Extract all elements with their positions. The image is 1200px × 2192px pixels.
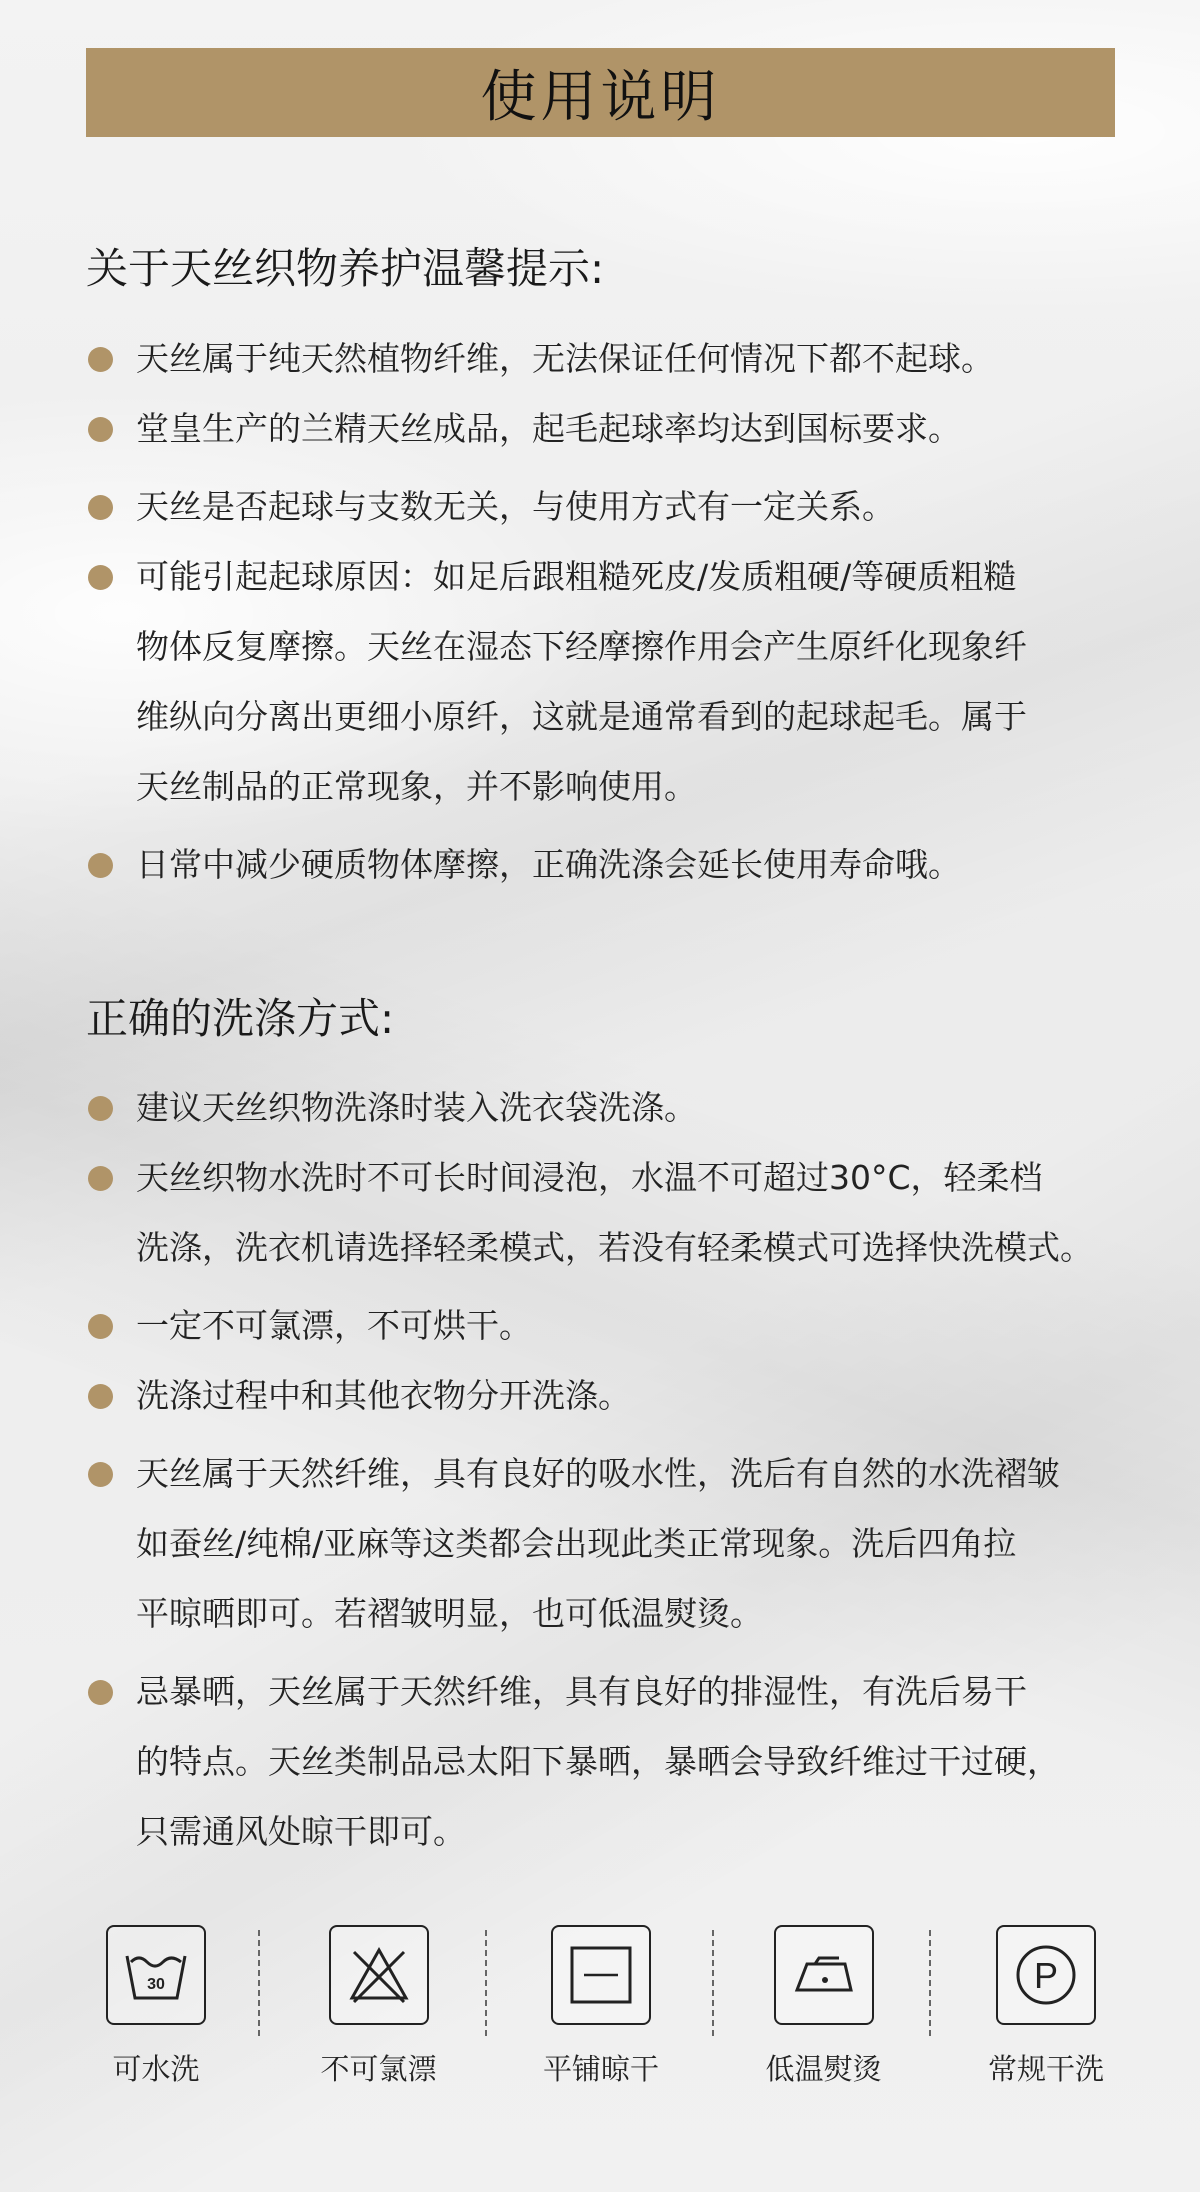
care-item-dry-flat bbox=[511, 1925, 691, 2125]
list-item-line: 一定不可氯漂，不可烘干。 bbox=[136, 1306, 532, 1345]
care-tips-list bbox=[86, 324, 1126, 900]
no-bleach-icon bbox=[329, 1925, 429, 2025]
wash-temperature: 30 bbox=[147, 1976, 165, 1993]
list-item bbox=[86, 1291, 1126, 1361]
list-item bbox=[86, 1657, 1126, 1867]
list-item-line: 日常中减少硬质物体摩擦，正确洗涤会延长使用寿命哦。 bbox=[136, 845, 961, 884]
section-title-washing: 正确的洗涤方式: bbox=[86, 994, 395, 1043]
list-item-line: 天丝属于纯天然植物纤维，无法保证任何情况下都不起球。 bbox=[136, 339, 994, 378]
list-item bbox=[86, 1143, 1126, 1283]
bullet-icon bbox=[88, 1680, 113, 1705]
bullet-icon bbox=[88, 495, 113, 520]
care-item-dry-clean bbox=[956, 1925, 1136, 2125]
list-item-line: 洗涤，洗衣机请选择轻柔模式，若没有轻柔模式可选择快洗模式。 bbox=[136, 1228, 1093, 1267]
list-item-line: 天丝制品的正常现象，并不影响使用。 bbox=[136, 767, 697, 806]
list-item-line: 如蚕丝/纯棉/亚麻等这类都会出现此类正常现象。洗后四角拉 bbox=[136, 1524, 1017, 1563]
page-title: 使用说明 bbox=[480, 64, 721, 130]
bullet-icon bbox=[88, 1384, 113, 1409]
list-item bbox=[86, 1361, 1126, 1431]
list-item-line: 物体反复摩擦。天丝在湿态下经摩擦作用会产生原纤化现象纤 bbox=[136, 627, 1027, 666]
care-label-dry-clean: 常规干洗 bbox=[987, 2052, 1104, 2086]
washing-list bbox=[86, 1073, 1126, 1867]
list-item-line: 的特点。天丝类制品忌太阳下暴晒，暴晒会导致纤维过干过硬， bbox=[136, 1742, 1060, 1781]
iron-low-icon bbox=[774, 1925, 874, 2025]
dry-clean-letter: P bbox=[1033, 1955, 1059, 1996]
list-item-line: 维纵向分离出更细小原纤，这就是通常看到的起球起毛。属于 bbox=[136, 697, 1027, 736]
list-item-line: 可能引起起球原因：如足后跟粗糙死皮/发质粗硬/等硬质粗糙 bbox=[136, 557, 1017, 596]
wash-30-icon bbox=[106, 1925, 206, 2025]
section-title-care-tips: 关于天丝织物养护温馨提示: bbox=[86, 244, 605, 293]
bullet-icon bbox=[88, 417, 113, 442]
list-item-line: 堂皇生产的兰精天丝成品，起毛起球率均达到国标要求。 bbox=[136, 409, 961, 448]
bullet-icon bbox=[88, 1166, 113, 1191]
list-item bbox=[86, 542, 1126, 822]
care-label-dry-flat: 平铺晾干 bbox=[542, 2052, 659, 2086]
care-item-no-bleach bbox=[289, 1925, 469, 2125]
list-item bbox=[86, 472, 1126, 542]
list-item-line: 天丝织物水洗时不可长时间浸泡，水温不可超过30°C，轻柔档 bbox=[136, 1158, 1043, 1197]
care-label-iron: 低温熨烫 bbox=[765, 2052, 882, 2086]
care-label-wash: 可水洗 bbox=[112, 2052, 200, 2086]
list-item-line: 天丝是否起球与支数无关，与使用方式有一定关系。 bbox=[136, 487, 895, 526]
bullet-icon bbox=[88, 565, 113, 590]
list-item-line: 天丝属于天然纤维，具有良好的吸水性，洗后有自然的水洗褶皱 bbox=[136, 1454, 1060, 1493]
dry-flat-icon bbox=[551, 1925, 651, 2025]
list-item-line: 只需通风处晾干即可。 bbox=[136, 1812, 466, 1851]
care-label-no-bleach: 不可氯漂 bbox=[320, 2052, 437, 2086]
care-icons-row bbox=[66, 1925, 1136, 2125]
bullet-icon bbox=[88, 347, 113, 372]
bullet-icon bbox=[88, 1462, 113, 1487]
list-item-line: 洗涤过程中和其他衣物分开洗涤。 bbox=[136, 1376, 631, 1415]
header-bar bbox=[86, 48, 1115, 137]
list-item bbox=[86, 830, 1126, 900]
list-item-line: 建议天丝织物洗涤时装入洗衣袋洗涤。 bbox=[136, 1088, 697, 1127]
list-item bbox=[86, 394, 1126, 464]
care-item-iron bbox=[734, 1925, 914, 2125]
list-item bbox=[86, 1439, 1126, 1649]
list-item bbox=[86, 324, 1126, 394]
bullet-icon bbox=[88, 1096, 113, 1121]
bullet-icon bbox=[88, 853, 113, 878]
care-item-wash bbox=[66, 1925, 246, 2125]
bullet-icon bbox=[88, 1314, 113, 1339]
dry-clean-p-icon bbox=[996, 1925, 1096, 2025]
list-item-line: 平晾晒即可。若褶皱明显，也可低温熨烫。 bbox=[136, 1594, 763, 1633]
list-item-line: 忌暴晒，天丝属于天然纤维，具有良好的排湿性，有洗后易干 bbox=[136, 1672, 1027, 1711]
list-item bbox=[86, 1073, 1126, 1143]
